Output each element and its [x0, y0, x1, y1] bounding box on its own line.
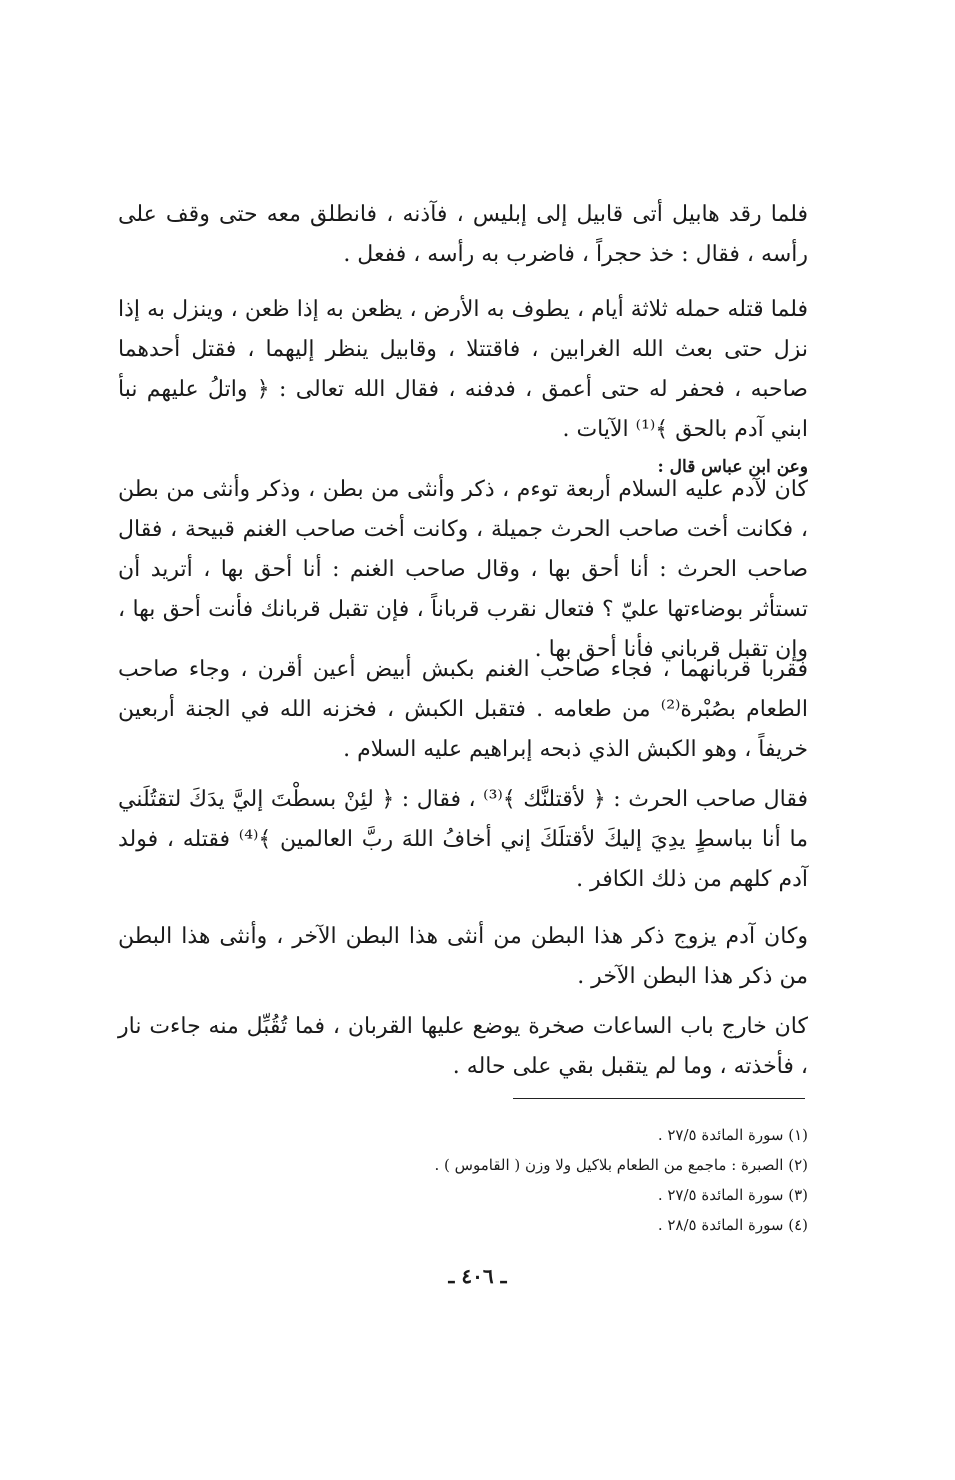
- footnote-2: (٢) الصبرة : ماجمع من الطعام بلاكيل ولا وزن ( القاموس ) .: [434, 1156, 808, 1174]
- paragraph-4: [118, 650, 808, 770]
- paragraph-text: فلما رقد هابيل أتى قابيل إلى إبليس ، فآذنه ، فانطلق معه حتى وقف على رأسه ، فقال : خذ حجراً ، فاضرب به رأسه ، ففعل .: [118, 202, 808, 267]
- paragraph-text: كان لآدم عليه السلام أربعة توءم ، ذكر وأنثى من بطن ، وذكر وأنثى من بطن ، فكانت أخت صاحب الحرث جميلة ، وكانت أخت صاحب الغنم قبيحة ، فقال صاحب الحرث : أنا أحق بها ، وقال صاحب الغنم : أنا أحق بها ، أتريد أن تستأثر بوضاءتها عليّ ؟ فتعال نقرب قرباناً ، فإن تقبل قربانك فأنت أحق بها ، وإن تقبل قرباني فأنا أحق بها .: [118, 477, 808, 662]
- footnote-divider: [513, 1098, 805, 1099]
- paragraph-text: كان خارج باب الساعات صخرة يوضع عليها القربان ، فما تُقُبِّل منه جاءت نار ، فأخذته ، وما لم يتقبل بقي على حاله .: [118, 1014, 808, 1079]
- paragraph-text: وكان آدم يزوج ذكر هذا البطن من أنثى هذا البطن الآخر ، وأنثى هذا البطن من ذكر هذا البطن الآخر .: [118, 924, 808, 989]
- page-number: ـ ٤٠٦ ـ: [448, 1264, 507, 1288]
- paragraph-text: فقال صاحب الحرث : ﴿ لأقتلنَّك ﴾⁽³⁾ ، فقال : ﴿ لئِنْ بسطْتَ إليَّ يدَكَ لتقتُلَني ما أنا بباسطٍ يدِيَ إليكَ لأقتلَكَ إني أخافُ اللهَ ربَّ العالمين ﴾⁽⁴⁾ فقتله ، فولد آدم كلهم من ذلك الكافر .: [118, 787, 809, 892]
- paragraph-2: [118, 290, 808, 450]
- paragraph-text: فقربا قربانهما ، فجاء صاحب الغنم بكبش أبيض أعين أقرن ، وجاء صاحب الطعام بصُبْرة⁽²⁾ من طعامه . فتقبل الكبش ، فخزنه الله في الجنة أربعين خريفاً ، وهو الكبش الذي ذبحه إبراهيم عليه السلام .: [118, 657, 808, 762]
- paragraph-text: فلما قتله حمله ثلاثة أيام ، يطوف به الأرض ، يظعن به إذا ظعن ، وينزل به إذا نزل حتى بعث الله الغرابين ، فاقتتلا ، وقابيل ينظر إليهما ، فقتل أحدهما صاحبه ، فحفر له حتى أعمق ، فدفنه ، فقال الله تعالى : ﴿ واتلُ عليهم نبأ ابني آدم بالحق ﴾⁽¹⁾ الآيات .: [118, 297, 808, 442]
- footnote-1: (١) سورة المائدة ٢٧/٥ .: [657, 1126, 808, 1144]
- paragraph-3: [118, 470, 808, 670]
- paragraph-7: [118, 1007, 808, 1087]
- heading-text: وعن ابن عباس قال :: [657, 457, 808, 477]
- paragraph-1: [118, 195, 808, 275]
- paragraph-5: [118, 780, 808, 900]
- footnote-4: (٤) سورة المائدة ٢٨/٥ .: [657, 1216, 808, 1234]
- footnotes: [358, 1120, 808, 1240]
- paragraph-6: [118, 917, 808, 997]
- footnote-3: (٣) سورة المائدة ٢٧/٥ .: [657, 1186, 808, 1204]
